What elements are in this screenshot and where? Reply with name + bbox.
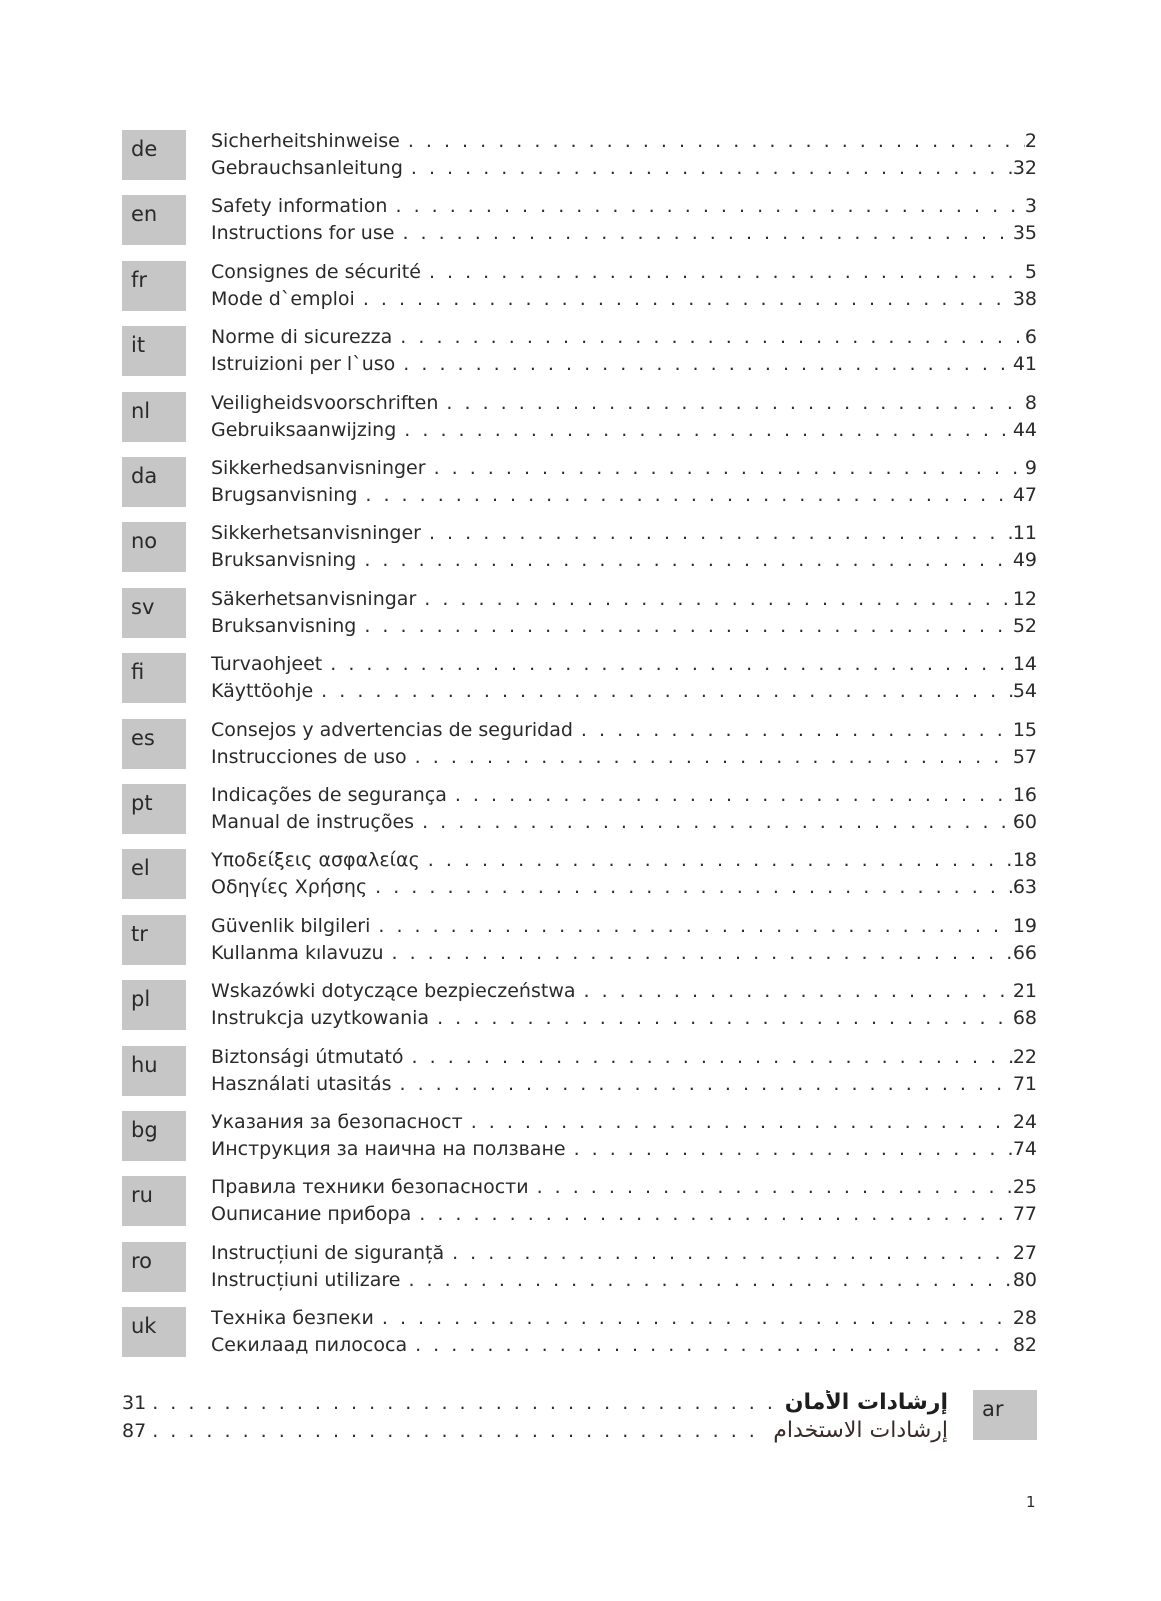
toc-entry-label: Gebrauchsanleitung	[211, 157, 403, 179]
toc-page-number: 52	[1012, 614, 1037, 637]
toc-leader-dots	[408, 1269, 1012, 1291]
toc-leader-dots	[437, 1007, 1013, 1029]
toc-page-number: 66	[1012, 941, 1037, 964]
toc-block-de	[122, 130, 1037, 184]
toc-leader-dots	[422, 811, 1013, 833]
toc-entry-label: Wskazówki dotyczące bezpieczeństwa	[211, 980, 576, 1003]
toc-leader-dots	[399, 1073, 1012, 1095]
toc-entry-sv-safety[interactable]	[211, 588, 1037, 615]
toc-leader-dots	[382, 1307, 1013, 1329]
language-code-badge: de	[122, 130, 186, 180]
toc-entry-label: Секилаад пилососа	[211, 1334, 408, 1357]
toc-entry-label: Bruksanvisning	[211, 614, 357, 637]
toc-leader-dots	[402, 222, 1012, 244]
toc-entry-label: Инструкция за наична на ползване	[211, 1138, 566, 1160]
language-code-badge: pl	[122, 980, 186, 1030]
language-code-badge: it	[122, 326, 186, 376]
toc-page-number: 2	[1024, 130, 1037, 152]
toc-leader-dots	[364, 615, 1012, 637]
toc-leader-dots	[428, 849, 1013, 871]
toc-entry-tr-instructions[interactable]	[211, 942, 1037, 969]
toc-block-nl	[122, 392, 1037, 446]
toc-page-number: 74	[1012, 1138, 1037, 1160]
toc-page-number: 28	[1012, 1307, 1037, 1330]
toc-block-uk	[122, 1307, 1037, 1361]
toc-page-number: 25	[1012, 1176, 1037, 1199]
toc-entry-fr-instructions[interactable]	[211, 288, 1037, 315]
toc-entry-label: Indicações de segurança	[211, 784, 447, 806]
toc-entry-label: Sikkerhedsanvisninger	[211, 457, 426, 479]
toc-leader-dots	[403, 353, 1013, 375]
language-code-badge: nl	[122, 392, 186, 442]
toc-page-number: 27	[1012, 1241, 1037, 1264]
toc-page-number: 21	[1012, 980, 1037, 1003]
toc-block-pt	[122, 784, 1037, 838]
toc-entry-label: Instrukcja uzytkowania	[211, 1007, 430, 1030]
language-code-badge: ru	[122, 1176, 186, 1226]
toc-page-number: 8	[1024, 391, 1037, 414]
toc-block-it	[122, 326, 1037, 380]
toc-entry-pt-instructions[interactable]	[211, 811, 1037, 838]
toc-leader-dots	[412, 1046, 1013, 1068]
toc-entry-label: Instructions for use	[211, 222, 395, 245]
toc-page-number: 31	[122, 1392, 147, 1414]
toc-leader-dots	[455, 784, 1013, 806]
toc-page-number: 71	[1012, 1072, 1037, 1095]
toc-leader-dots	[471, 1111, 1013, 1133]
toc-entry-label: Safety information	[211, 195, 388, 218]
toc-entry-ar-instructions[interactable]	[122, 1418, 948, 1445]
toc-leader-dots	[537, 1176, 1013, 1198]
toc-block-sv	[122, 588, 1037, 642]
toc-page-number: 5	[1024, 260, 1037, 283]
toc-page-number: 11	[1012, 522, 1037, 545]
language-code-badge: bg	[122, 1111, 186, 1161]
toc-entry-de-instructions[interactable]	[211, 157, 1037, 184]
toc-entry-tr-safety[interactable]	[211, 915, 1037, 942]
toc-page-number: 12	[1012, 587, 1037, 610]
toc-leader-dots	[152, 1420, 765, 1442]
toc-leader-dots	[400, 326, 1025, 348]
toc-leader-dots	[152, 1392, 777, 1414]
toc-leader-dots	[434, 457, 1025, 479]
toc-leader-dots	[364, 549, 1012, 571]
toc-entry-no-safety[interactable]	[211, 522, 1037, 549]
toc-page-number: 87	[122, 1420, 147, 1442]
toc-leader-dots	[330, 653, 1013, 675]
toc-entry-no-instructions[interactable]	[211, 549, 1037, 576]
toc-entry-pl-instructions[interactable]	[211, 1007, 1037, 1034]
page-number: 1	[1026, 1493, 1036, 1511]
toc-leader-dots	[581, 719, 1013, 741]
toc-block-da	[122, 457, 1037, 511]
toc-entry-label: Turvaohjeet	[211, 653, 323, 676]
toc-entry-fr-safety[interactable]	[211, 261, 1037, 288]
toc-page-number: 15	[1012, 718, 1037, 741]
toc-block-ar	[122, 1390, 1037, 1450]
toc-leader-dots	[584, 980, 1013, 1002]
toc-entry-bg-safety[interactable]	[211, 1111, 1037, 1138]
toc-page-number: 49	[1012, 549, 1037, 572]
language-code-badge: ro	[122, 1242, 186, 1292]
toc-page-number: 44	[1012, 418, 1037, 441]
language-code-badge: hu	[122, 1046, 186, 1096]
toc-page-number: 38	[1012, 287, 1037, 310]
toc-entry-label: إرشادات الاستخدام	[773, 1418, 948, 1443]
toc-entry-ar-safety[interactable]	[122, 1390, 948, 1417]
language-code-badge: sv	[122, 588, 186, 638]
toc-entry-label: Biztonsági útmutató	[211, 1045, 404, 1068]
toc-entry-ro-safety[interactable]	[211, 1242, 1037, 1269]
toc-block-fi	[122, 653, 1037, 707]
toc-entry-label: Consignes de sécurité	[211, 260, 421, 283]
toc-entry-label: Υποδείξεις ασφαλείας	[211, 849, 420, 872]
toc-page-number: 82	[1012, 1334, 1037, 1357]
toc-leader-dots	[429, 522, 1013, 544]
language-code-badge: en	[122, 195, 186, 245]
toc-entry-label: Kullanma kılavuzu	[211, 941, 384, 964]
toc-leader-dots	[419, 1203, 1013, 1225]
toc-block-en	[122, 195, 1037, 249]
toc-leader-dots	[363, 288, 1013, 310]
toc-leader-dots	[375, 876, 1013, 898]
toc-entry-label: Указания за безопасност	[211, 1111, 463, 1133]
toc-entry-en-safety[interactable]	[211, 195, 1037, 222]
toc-entry-da-instructions[interactable]	[211, 484, 1037, 511]
toc-entry-fi-instructions[interactable]	[211, 680, 1037, 707]
language-code-badge: fi	[122, 653, 186, 703]
toc-entry-it-safety[interactable]	[211, 326, 1037, 353]
toc-page-number: 6	[1024, 326, 1037, 349]
toc-entry-de-safety[interactable]	[211, 130, 1037, 157]
toc-page-number: 18	[1012, 849, 1037, 872]
toc-leader-dots	[415, 1334, 1013, 1356]
toc-entry-label: Käyttöohje	[211, 680, 314, 703]
toc-leader-dots	[415, 746, 1013, 768]
toc-page-number: 80	[1012, 1268, 1037, 1291]
language-code-badge: pt	[122, 784, 186, 834]
language-code-badge: da	[122, 457, 186, 507]
toc-page-number: 19	[1012, 914, 1037, 937]
toc-page-number: 24	[1012, 1111, 1037, 1133]
toc-leader-dots	[429, 261, 1025, 283]
toc-entry-ru-safety[interactable]	[211, 1176, 1037, 1203]
language-code-badge: es	[122, 719, 186, 769]
toc-leader-dots	[424, 588, 1013, 610]
toc-entry-nl-safety[interactable]	[211, 392, 1037, 419]
toc-entry-pt-safety[interactable]	[211, 784, 1037, 811]
toc-block-tr	[122, 915, 1037, 969]
toc-block-es	[122, 719, 1037, 773]
toc-leader-dots	[574, 1138, 1013, 1160]
toc-page-number: 22	[1012, 1045, 1037, 1068]
toc-entry-ru-instructions[interactable]	[211, 1203, 1037, 1230]
toc-entry-label: Mode d`emploi	[211, 287, 355, 310]
toc-entry-label: Sicherheitshinweise	[211, 130, 400, 152]
toc-leader-dots	[411, 157, 1013, 179]
toc-page-number: 57	[1012, 745, 1037, 768]
toc-entry-label: Brugsanvisning	[211, 484, 358, 506]
toc-entry-label: Правила техники безопасности	[211, 1176, 529, 1199]
toc-leader-dots	[321, 680, 1013, 702]
toc-entry-uk-safety[interactable]	[211, 1307, 1037, 1334]
toc-entry-label: Bruksanvisning	[211, 549, 357, 572]
language-code-badge: ar	[973, 1390, 1037, 1440]
toc-block-no	[122, 522, 1037, 576]
toc-leader-dots	[408, 130, 1025, 152]
toc-entry-label: Οδηγίες Χρήσης	[211, 876, 368, 899]
toc-block-ro	[122, 1242, 1037, 1296]
toc-page-number: 16	[1012, 784, 1037, 806]
toc-block-hu	[122, 1046, 1037, 1100]
toc-entry-label: إرشادات الأمان	[784, 1390, 948, 1415]
toc-entry-label: Техніка безпеки	[211, 1307, 374, 1330]
toc-block-pl	[122, 980, 1037, 1034]
toc-entry-pl-safety[interactable]	[211, 980, 1037, 1007]
toc-entry-label: Veiligheidsvoorschriften	[211, 391, 439, 414]
language-code-badge: tr	[122, 915, 186, 965]
toc-page-number: 47	[1012, 484, 1037, 506]
language-code-badge: uk	[122, 1307, 186, 1357]
language-code-badge: fr	[122, 261, 186, 311]
toc-entry-label: Säkerhetsanvisningar	[211, 587, 417, 610]
toc-entry-fi-safety[interactable]	[211, 653, 1037, 680]
toc-page-number: 9	[1024, 457, 1037, 479]
toc-entry-label: Оuписание прибора	[211, 1203, 412, 1226]
toc-entry-label: Norme di sicurezza	[211, 326, 393, 349]
toc-entry-label: Manual de instruções	[211, 811, 415, 833]
toc-entry-label: Használati utasitás	[211, 1072, 392, 1095]
toc-page-number: 41	[1012, 353, 1037, 376]
toc-entry-el-instructions[interactable]	[211, 876, 1037, 903]
toc-entry-es-safety[interactable]	[211, 719, 1037, 746]
toc-leader-dots	[392, 942, 1013, 964]
toc-entry-uk-instructions[interactable]	[211, 1334, 1037, 1361]
toc-page-number: 63	[1012, 876, 1037, 899]
toc-leader-dots	[404, 419, 1013, 441]
toc-entry-da-safety[interactable]	[211, 457, 1037, 484]
toc-page-number: 35	[1012, 222, 1037, 245]
toc-entry-hu-safety[interactable]	[211, 1046, 1037, 1073]
toc-entry-label: Güvenlik bilgileri	[211, 914, 371, 937]
toc-entry-nl-instructions[interactable]	[211, 419, 1037, 446]
toc-entry-el-safety[interactable]	[211, 849, 1037, 876]
toc-entry-ro-instructions[interactable]	[211, 1269, 1037, 1296]
toc-entry-sv-instructions[interactable]	[211, 615, 1037, 642]
toc-entry-label: Sikkerhetsanvisninger	[211, 522, 421, 545]
toc-entry-label: Istruizioni per l`uso	[211, 353, 396, 376]
toc-leader-dots	[378, 915, 1012, 937]
toc-entry-bg-instructions[interactable]	[211, 1138, 1037, 1165]
language-code-badge: el	[122, 849, 186, 899]
toc-block-ru	[122, 1176, 1037, 1230]
toc-entry-label: Instrucciones de uso	[211, 745, 407, 768]
toc-entry-label: Instrucțiuni utilizare	[211, 1268, 401, 1291]
toc-entry-label: Consejos y advertencias de seguridad	[211, 718, 573, 741]
toc-block-fr	[122, 261, 1037, 315]
toc-leader-dots	[395, 195, 1024, 217]
toc-page-number: 54	[1012, 680, 1037, 703]
toc-entry-label: Instrucțiuni de siguranță	[211, 1241, 445, 1264]
toc-page-number: 32	[1012, 157, 1037, 179]
toc-page-number: 60	[1012, 811, 1037, 833]
toc-entry-label: Gebruiksaanwijzing	[211, 418, 397, 441]
language-code-badge: no	[122, 522, 186, 572]
toc-entry-it-instructions[interactable]	[211, 353, 1037, 380]
toc-page-number: 14	[1012, 653, 1037, 676]
toc-leader-dots	[452, 1242, 1013, 1264]
toc-page-number: 3	[1024, 195, 1037, 218]
toc-page-number: 77	[1012, 1203, 1037, 1226]
toc-entry-en-instructions[interactable]	[211, 222, 1037, 249]
toc-leader-dots	[446, 392, 1025, 414]
toc-block-bg	[122, 1111, 1037, 1165]
toc-entry-hu-instructions[interactable]	[211, 1073, 1037, 1100]
toc-entry-es-instructions[interactable]	[211, 746, 1037, 773]
toc-page-number: 68	[1012, 1007, 1037, 1030]
toc-leader-dots	[365, 484, 1012, 506]
toc-block-el	[122, 849, 1037, 903]
